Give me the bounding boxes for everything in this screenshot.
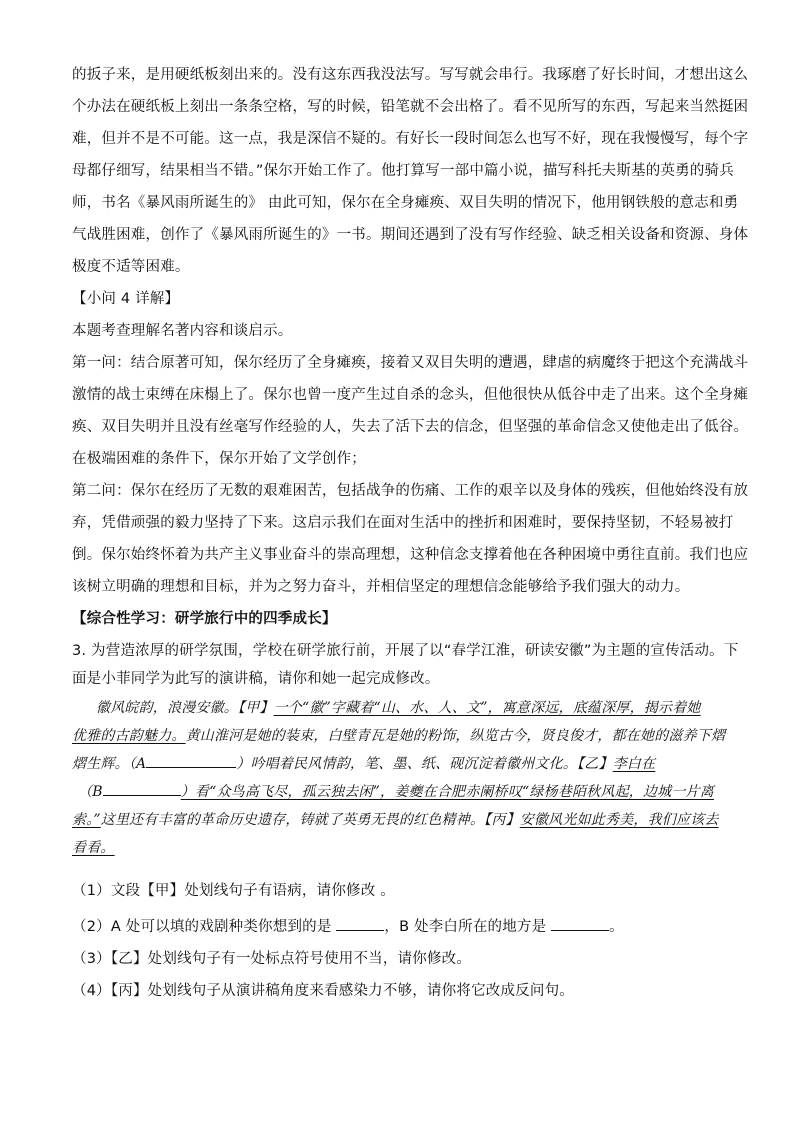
- para1-line-7: 极度不适等困难。: [72, 259, 190, 275]
- blank-answer-b[interactable]: [551, 916, 609, 931]
- essay-underlined-sentence-yi-end: 索。”: [72, 812, 101, 828]
- sub-question-4: （4）【丙】处划线句子从演讲稿角度来看感染力不够，请你将它改成反问句。: [72, 983, 574, 999]
- essay-text: 熠生辉。（A: [72, 756, 147, 772]
- first-question-line-2: 激情的战士束缚在床榻上了。保尔也曾一度产生过自杀的念头，但他很快从低谷中走了出来。这个全身瘫: [72, 387, 749, 403]
- essay-text: 黄山淮河是她的装束，白壁青瓦是她的粉饰，纵览古今，贤良俊才，都在她的滋养下熠: [185, 728, 726, 744]
- sub-question-1: （1）文段【甲】处划线句子有语病，请你修改 。: [72, 883, 395, 899]
- essay-line-6: [72, 837, 115, 859]
- essay-line-2: [72, 725, 725, 747]
- essay-line-1: [96, 697, 701, 719]
- second-question-line-1: 第二问：保尔在经历了无数的艰难困苦，包括战争的伤痛、工作的艰辛以及身体的残疾，但他始终没有放: [72, 483, 749, 499]
- essay-underlined-sentence-bing-end: 看看。: [72, 840, 115, 856]
- essay-underlined-sentence-jia-end: 优雅的古韵魅力。: [72, 728, 186, 744]
- sub-question-2-text: ，B 处李白所在的地方是: [384, 919, 547, 935]
- essay-underlined-sentence-yi: 李白在: [612, 756, 656, 772]
- essay-underlined-sentence-jia: 一个“徽”字藏着“山、水、人、文”，寓意深远，底蕴深厚，揭示着她: [273, 700, 701, 716]
- first-question-line-3: 痪、双目失明并且没有丝毫写作经验的人，失去了活下去的信念，但坚强的革命信念又使他走出了低谷。: [72, 419, 749, 435]
- second-question-line-3: 倒。保尔始终怀着为共产主义事业奋斗的崇高理想，这种信念支撑着他在各种困境中勇往直前。我们也应: [72, 547, 749, 563]
- first-question-line-1: 第一问：结合原著可知，保尔经历了全身瘫痪，接着又双目失明的遭遇，肆虐的病魔终于把这个充满战斗: [72, 355, 749, 371]
- question-3-line-1: 3. 为营造浓厚的研学氛围，学校在研学旅行前，开展了以“春学江淮，研读安徽”为主题的宣传活动。下: [72, 643, 739, 659]
- subq4-intro: 本题考查理解名著内容和谈启示。: [72, 323, 293, 339]
- para1-line-6: 气战胜困难，创作了《暴风雨所诞生的》一书。期间还遇到了没有写作经验、缺乏相关设备和资源、身体: [72, 227, 749, 243]
- para1-line-4: 母都仔细写，结果相当不错。”保尔开始工作了。他打算写一部中篇小说，描写科托夫斯基的英勇的骑兵: [72, 163, 734, 179]
- first-question-line-4: 在极端困难的条件下，保尔开始了文学创作；: [72, 451, 366, 467]
- question-3-line-2: 面是小菲同学为此写的演讲稿，请你和她一起完成修改。: [72, 671, 440, 687]
- essay-underlined-sentence-yi-cont: ）看“众鸟高飞尽，孤云独去闲”，姜夔在合肥赤阑桥叹“绿杨巷陌秋风起，边城一片离: [180, 784, 714, 800]
- essay-line-4: [78, 781, 714, 803]
- second-question-line-2: 弃，凭借顽强的毅力坚持了下来。这启示我们在面对生活中的挫折和困难时，要保持坚韧，不轻易被打: [72, 515, 734, 531]
- blank-answer-a[interactable]: [336, 916, 384, 931]
- para1-line-3: 难，但并不是不可能。这一点，我是深信不疑的。有好长一段时间怎么也写不好，现在我慢慢写，每个字: [72, 131, 749, 147]
- section-title: 【综合性学习：研学旅行中的四季成长】: [72, 611, 337, 627]
- essay-text: 这里还有丰富的革命历史遗存，铸就了英勇无畏的红色精神。【丙】: [100, 812, 520, 828]
- essay-text: （B: [78, 784, 103, 800]
- second-question-line-4: 该树立明确的理想和目标，并为之努力奋斗，并相信坚定的理想信念能够给予我们强大的动力。: [72, 579, 690, 595]
- para1-line-5: 师，书名《暴风雨所诞生的》 由此可知，保尔在全身瘫痪、双目失明的情况下，他用钢铁般的意志和勇: [72, 195, 739, 211]
- essay-line-3: [72, 753, 655, 775]
- sub-question-2: [72, 916, 624, 938]
- para1-line-2: 个办法在硬纸板上刻出一条条空格，写的时候，铅笔就不会出格了。看不见所写的东西，写起来当然挺困: [72, 99, 749, 115]
- subq4-heading: 【小问 4 详解】: [72, 291, 180, 307]
- essay-underlined-sentence-bing: 安徽风光如此秀美，我们应该去: [519, 812, 719, 828]
- sub-question-3: （3）【乙】处划线句子有一处标点符号使用不当，请你修改。: [72, 951, 472, 967]
- essay-line-5: [72, 809, 719, 831]
- essay-text: 徽风皖韵，浪漫安徽。【甲】: [96, 700, 274, 716]
- blank-a[interactable]: [146, 753, 236, 768]
- sub-question-2-end: 。: [609, 919, 624, 935]
- sub-question-2-text: （2）A 处可以填的戏剧种类你想到的是: [72, 919, 332, 935]
- essay-text: ）吟唱着民风情韵，笔、墨、纸、砚沉淀着徽州文化。【乙】: [236, 756, 613, 772]
- para1-line-1: 的扳子来，是用硬纸板刻出来的。没有这东西我没法写。写写就会串行。我琢磨了好长时间，才想出这么: [72, 67, 749, 83]
- blank-b[interactable]: [103, 781, 181, 796]
